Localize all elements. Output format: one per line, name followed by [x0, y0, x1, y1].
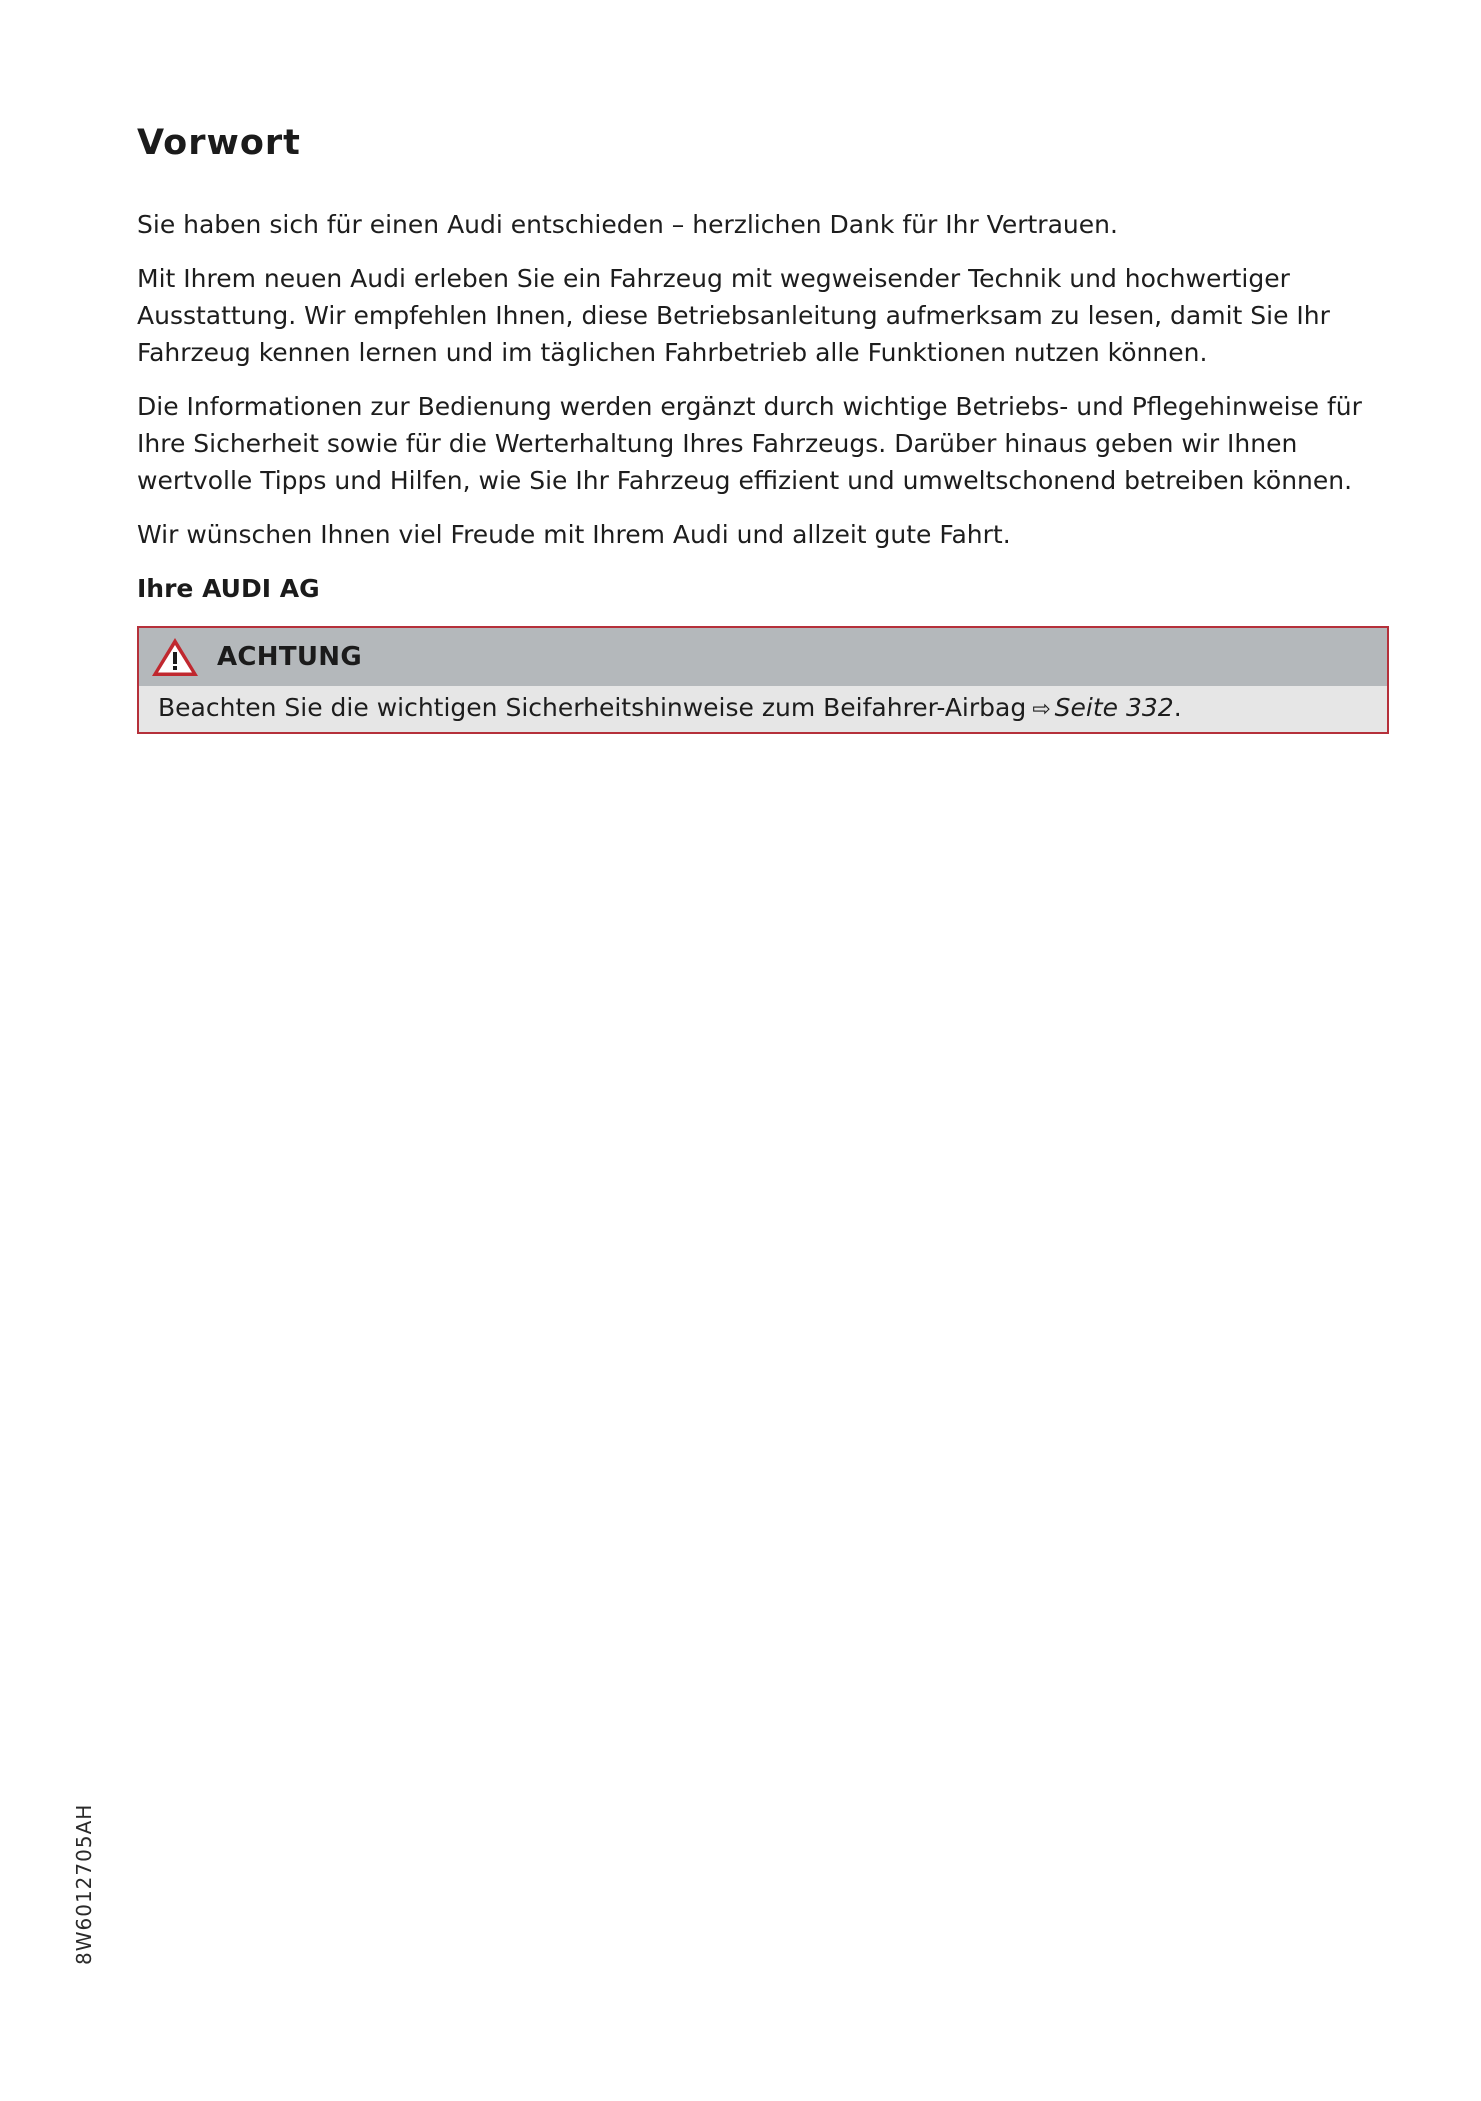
page-content [137, 118, 1389, 734]
signoff: Ihre AUDI AG [137, 574, 320, 603]
page-title: Vorwort [137, 123, 301, 163]
document-code: 8W6012705AH [72, 1803, 96, 1965]
warning-title: ACHTUNG [217, 642, 363, 672]
paragraph-intro: Sie haben sich für einen Audi entschieden – herzlichen Dank für Ihr Vertrauen. [137, 210, 1118, 239]
paragraph-recommendation: Mit Ihrem neuen Audi erleben Sie ein Fahrzeug mit wegweisender Technik und hochwertiger Ausstattung. Wir empfehlen Ihnen, diese Betriebsanleitung aufmerksam zu lesen, damit Sie Ihr Fahrzeug kennen lernen und im täglichen Fahrbetrieb alle Funktionen nutzen können. [137, 264, 1330, 367]
reference-arrow-icon: ⇨ [1032, 697, 1051, 722]
warning-body [139, 686, 1387, 732]
warning-text: Beachten Sie die wichtigen Sicherheitshinweise zum Beifahrer-Airbag [158, 693, 1027, 722]
warning-box [137, 626, 1389, 734]
paragraph-information: Die Informationen zur Bedienung werden ergänzt durch wichtige Betriebs- und Pflegehinweise für Ihre Sicherheit sowie für die Werterhaltung Ihres Fahrzeugs. Darüber hinaus geben wir Ihnen wertvolle Tipps und Hilfen, wie Sie Ihr Fahrzeug effizient und umweltschonend betreiben können. [137, 392, 1362, 495]
warning-header [139, 628, 1387, 686]
warning-triangle-icon [149, 635, 201, 679]
paragraph-wishes: Wir wünschen Ihnen viel Freude mit Ihrem Audi und allzeit gute Fahrt. [137, 520, 1011, 549]
page-reference-link[interactable]: Seite 332 [1054, 693, 1174, 722]
reference-suffix: . [1173, 693, 1182, 722]
